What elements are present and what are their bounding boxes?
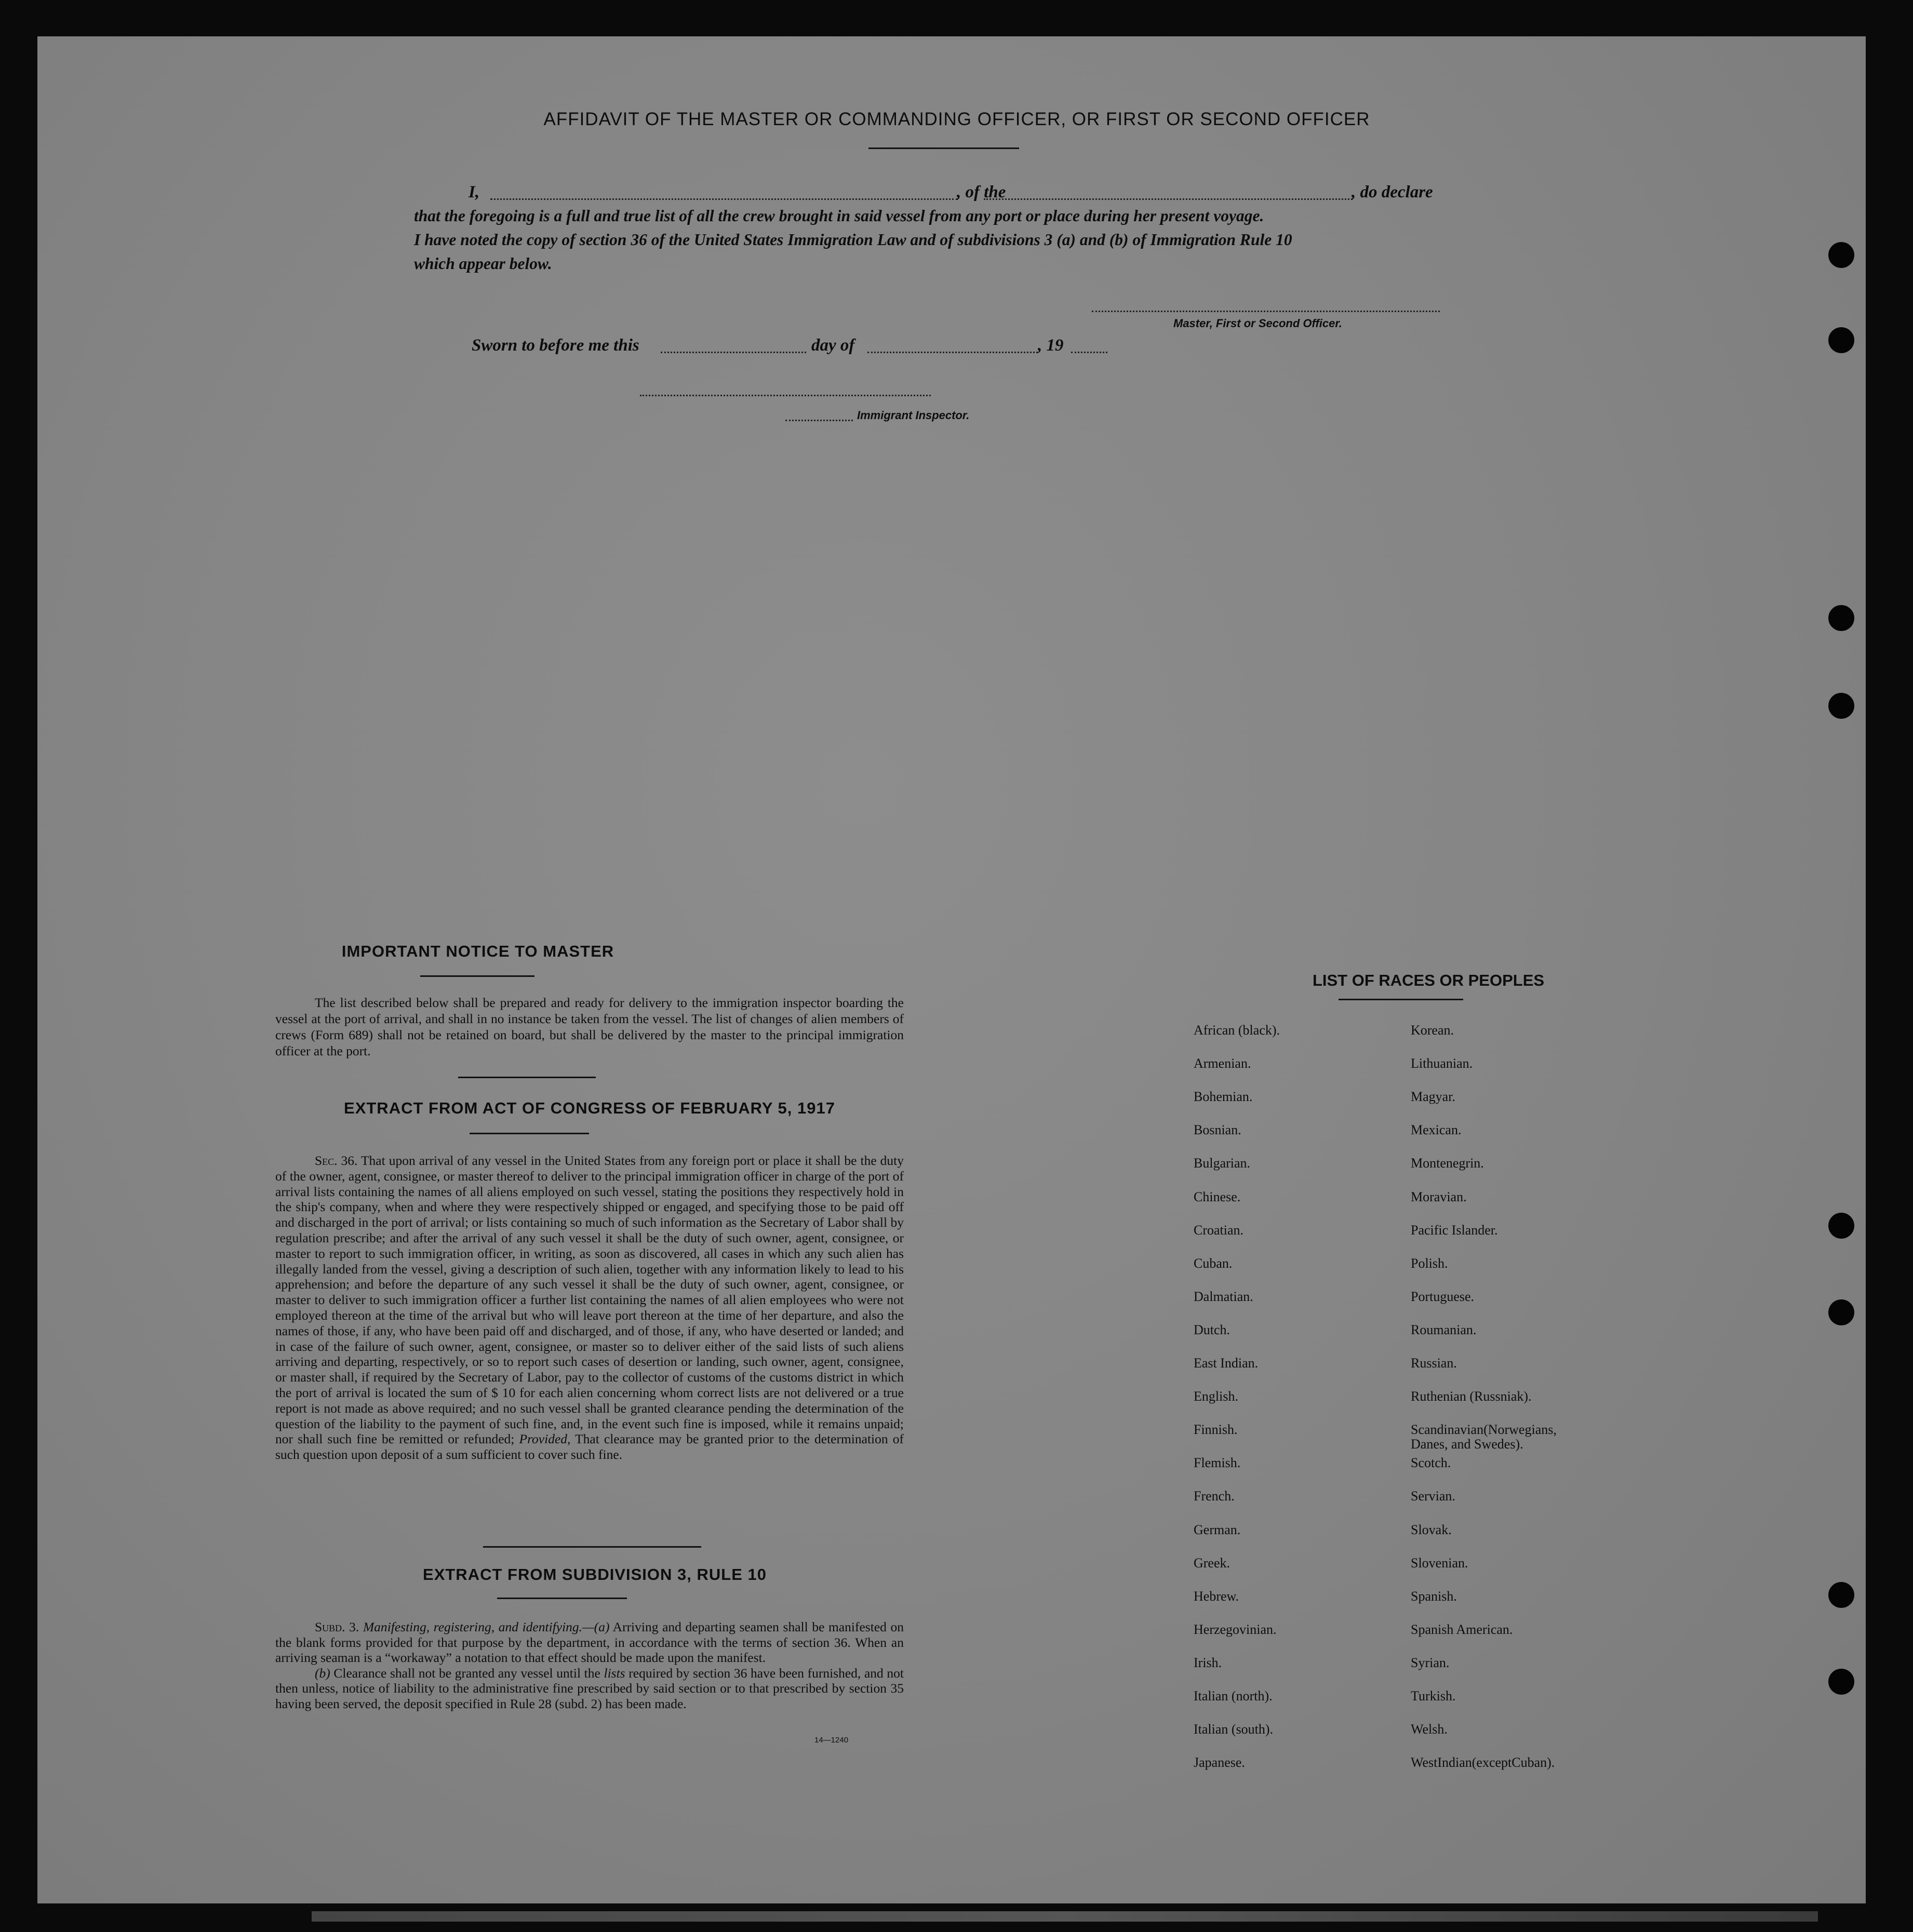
race-item: Finnish.	[1194, 1422, 1238, 1438]
sworn-month-line[interactable]	[867, 352, 1038, 353]
race-item: Greek.	[1194, 1555, 1230, 1571]
act-body-end: That clearance may be granted prior to the determination of such question upon deposit of a sum sufficient to cover such fine.	[275, 1431, 904, 1463]
act-text	[275, 1153, 904, 1463]
binder-hole	[1828, 1582, 1854, 1608]
notice-paragraph	[275, 995, 904, 1059]
race-item: English.	[1194, 1389, 1238, 1404]
master-signature-label: Master, First or Second Officer.	[1173, 317, 1342, 330]
race-item: Moravian.	[1411, 1189, 1467, 1204]
race-item: Russian.	[1411, 1356, 1457, 1371]
affidavit-declare: , do declare	[1352, 183, 1433, 202]
affidavit-of-the: , of the	[957, 183, 1006, 202]
rule-lists-word: lists	[604, 1665, 625, 1681]
inspector-signature-line[interactable]	[640, 395, 931, 396]
race-item: Spanish.	[1411, 1588, 1457, 1604]
notice-text: The list described below shall be prepared and ready for delivery to the immigration inspector boarding the vessel at the port of arrival, and shall in no instance be taken from the vessel. The list of changes of alien members of crews (Form 689) shall not be retained on board, but shall be delivered by the master to the principal immigration officer at the port.	[275, 995, 904, 1058]
race-item: Portuguese.	[1411, 1289, 1475, 1304]
race-item: Irish.	[1194, 1655, 1222, 1670]
race-item: Roumanian.	[1411, 1322, 1477, 1337]
binder-hole	[1828, 242, 1854, 268]
binder-hole	[1828, 1299, 1854, 1325]
races-heading-underline	[1339, 999, 1463, 1000]
race-item: German.	[1194, 1522, 1241, 1537]
form-number: 14—1240	[814, 1736, 849, 1745]
binder-hole	[1828, 693, 1854, 719]
act-paragraph	[275, 1153, 904, 1463]
race-item: Spanish American.	[1411, 1621, 1513, 1637]
race-item: Chinese.	[1194, 1189, 1241, 1204]
rule-para-a	[275, 1619, 904, 1666]
affidavit-i: I,	[469, 183, 480, 202]
race-item: Polish.	[1411, 1255, 1448, 1271]
notice-heading: IMPORTANT NOTICE TO MASTER	[341, 942, 614, 960]
rule-para-b	[275, 1666, 904, 1712]
affidavit-line-2: that the foregoing is a full and true list of all the crew brought in said vessel from any port or place during her present voyage.	[414, 207, 1264, 225]
race-item: Montenegrin.	[1411, 1156, 1484, 1171]
act-provided: Provided,	[519, 1431, 571, 1447]
act-body: That upon arrival of any vessel in the United States from any foreign port or place it shall be the duty of the owner, agent, consignee, or master thereof to deliver to the principal immigration officer in charge of the port of arrival lists containing the names of all aliens employed on such vessel, stating the positions they respectively hold in the ship's company, when and where they were respectively shipped or engaged, and specifying those to be paid off and discharged in the port of arrival; or lists containing so much of such information as the Secretary of Labor shall by regulation prescribe; and after the arrival of any such vessel it shall be the duty of such owner, agent, consignee, or master to report to such immigration officer, in writing, as soon as discovered, all cases in which any such alien has illegally landed from the vessel, giving a description of such alien, together with any information likely to lead to his apprehension; and before the departure of any such vessel it shall be the duty of such owner, agent, consignee, or master to deliver to such immigration officer a further list containing the names of all alien employees who were not employed thereon at the time of the arrival but who will leave port thereon at the time of her departure, and also the names of those, if any, who have been paid off and discharged, and of those, if any, who have deserted or landed; and in case of the failure of such owner, agent, consignee, or master so to deliver either of the said lists of such aliens arriving and departing, respectively, or so to report such cases of desertion or landing, such owner, agent, consignee, or master shall, if required by the Secretary of Labor, pay to the collector of customs of the customs district in which the port of arrival is located the sum of $ 10 for each alien concerning whom correct lists are not delivered or a true report is not made as above required; and no such vessel shall be granted clearance pending the determination of the question of the liability to the payment of such fine, and, in the event such fine is imposed, while it remains unpaid; nor shall such fine be remitted or refunded;	[275, 1153, 904, 1447]
race-item: French.	[1194, 1488, 1235, 1504]
race-item: East Indian.	[1194, 1356, 1259, 1371]
rule-heading-underline	[497, 1598, 627, 1599]
race-item: Scandinavian(Norwegians, Danes, and Swedes).	[1411, 1422, 1557, 1452]
rule-subd-title: Manifesting, registering, and identifying.—(a)	[363, 1619, 610, 1634]
act-sec-label: Sec. 36.	[315, 1153, 358, 1168]
year-prefix: , 19	[1038, 336, 1064, 355]
rule-subd-label: Subd. 3.	[315, 1619, 359, 1634]
sworn-text: Sworn to before me this	[472, 336, 639, 355]
race-item: Cuban.	[1194, 1255, 1233, 1271]
binder-hole	[1828, 605, 1854, 631]
race-item: Herzegovinian.	[1194, 1621, 1277, 1637]
rule-text-a: Arriving and departing seamen shall be manifested on the blank forms provided for that purpose by the department, in accordance with the terms of section 36. When an arriving seaman is a “workaway” a notation to that effect should be made upon the manifest.	[275, 1619, 904, 1665]
race-item: Scotch.	[1411, 1455, 1451, 1471]
races-heading: LIST OF RACES OR PEOPLES	[1312, 971, 1545, 989]
race-item: Dalmatian.	[1194, 1289, 1253, 1304]
race-item: Armenian.	[1194, 1056, 1251, 1071]
master-signature-line[interactable]	[1092, 311, 1440, 312]
race-item: Syrian.	[1411, 1655, 1450, 1670]
race-item: African (black).	[1194, 1023, 1280, 1038]
race-item: Italian (south).	[1194, 1722, 1274, 1737]
vessel-blank-line[interactable]	[984, 198, 1353, 200]
page-bottom-edge	[312, 1911, 1818, 1922]
race-item: Bohemian.	[1194, 1089, 1253, 1105]
binder-hole	[1828, 327, 1854, 353]
race-item: Korean.	[1411, 1023, 1454, 1038]
race-item: Magyar.	[1411, 1089, 1455, 1105]
race-item: Bosnian.	[1194, 1122, 1241, 1138]
race-item: Welsh.	[1411, 1722, 1448, 1737]
race-item: Ruthenian (Russniak).	[1411, 1389, 1532, 1404]
race-item: Lithuanian.	[1411, 1056, 1473, 1071]
year-blank-line[interactable]	[1071, 352, 1107, 353]
notice-heading-underline	[420, 975, 534, 977]
title-underline	[868, 147, 1019, 149]
race-item: Hebrew.	[1194, 1588, 1239, 1604]
affidavit-line-3: I have noted the copy of section 36 of the United States Immigration Law and of subdivisions 3 (a) and (b) of Immigration Rule 10	[414, 231, 1292, 249]
race-item: WestIndian(exceptCuban).	[1411, 1755, 1555, 1770]
rule-paragraph	[275, 1619, 904, 1711]
rule-text-b1: Clearance shall not be granted any vessel until the	[333, 1665, 600, 1681]
binder-hole	[1828, 1213, 1854, 1239]
race-item: Dutch.	[1194, 1322, 1230, 1337]
race-item: Slovenian.	[1411, 1555, 1468, 1571]
day-of-text: day of	[811, 336, 855, 355]
affidavit-line-4: which appear below.	[414, 254, 552, 273]
race-item: Croatian.	[1194, 1222, 1244, 1238]
document-page	[37, 36, 1866, 1903]
race-item: Italian (north).	[1194, 1688, 1273, 1703]
race-item: Turkish.	[1411, 1688, 1456, 1703]
divider-1	[458, 1077, 596, 1078]
race-item: Japanese.	[1194, 1755, 1245, 1770]
race-item: Bulgarian.	[1194, 1156, 1251, 1171]
affidavit-title: AFFIDAVIT OF THE MASTER OR COMMANDING OFFICER, OR FIRST OR SECOND OFFICER	[543, 109, 1370, 129]
inspector-label: Immigrant Inspector.	[857, 409, 970, 422]
rule-text-b2: required by section 36 have been furnished, and not then unless, notice of liability to the administrative fine prescribed by said section or to that prescribed by section 35 having been served, the deposit specified in Rule 28 (subd. 2) has been made.	[275, 1665, 904, 1711]
race-item: Mexican.	[1411, 1122, 1462, 1138]
race-item: Flemish.	[1194, 1455, 1241, 1471]
act-extract-heading: EXTRACT FROM ACT OF CONGRESS OF FEBRUARY 5, 1917	[344, 1099, 835, 1117]
rule-extract-heading: EXTRACT FROM SUBDIVISION 3, RULE 10	[423, 1565, 767, 1584]
act-heading-underline	[470, 1133, 589, 1134]
divider-2	[483, 1546, 701, 1548]
sworn-day-line[interactable]	[661, 352, 806, 353]
rule-b-label: (b)	[315, 1665, 330, 1681]
inspector-dotted-leader	[785, 420, 853, 421]
race-item: Servian.	[1411, 1488, 1455, 1504]
race-item: Slovak.	[1411, 1522, 1452, 1537]
name-blank-line[interactable]	[490, 198, 958, 200]
race-item: Pacific Islander.	[1411, 1222, 1498, 1238]
binder-hole	[1828, 1669, 1854, 1695]
